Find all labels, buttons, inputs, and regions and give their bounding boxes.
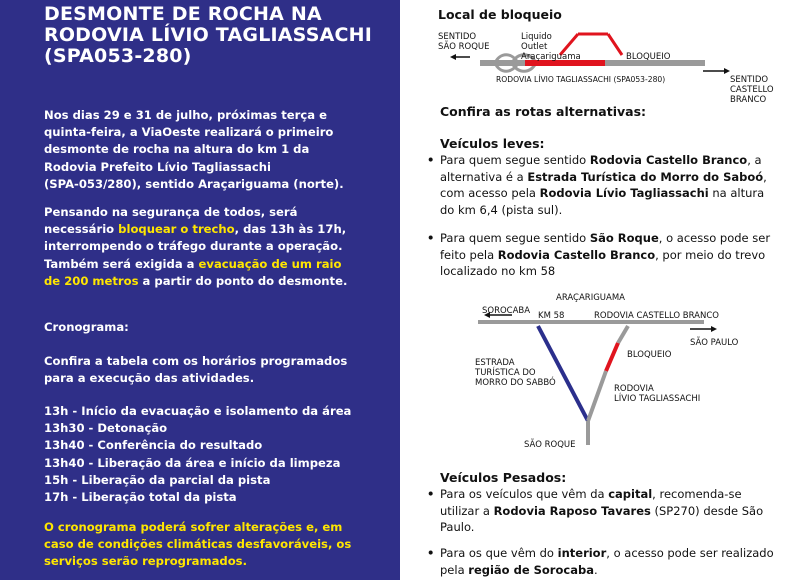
label-outlet: Outlet: [521, 42, 548, 52]
text: a partir do ponto do desmonte.: [138, 273, 348, 288]
highlight-text: de 200 metros: [44, 273, 139, 288]
text: Para quem segue sentido: [440, 231, 590, 245]
leves-bullet-1: [440, 152, 780, 218]
label-road: RODOVIA LÍVIO TAGLIASSACHI (SPA053-280): [496, 75, 666, 84]
road-livio-top: [618, 326, 628, 343]
highlight-text: evacuação de um raio: [198, 256, 342, 271]
label-liquido: Liquido: [521, 32, 552, 42]
label-aracariguama: Araçariguama: [521, 52, 581, 62]
alternative-routes-map: [400, 285, 796, 455]
label-sorocaba: SOROCABA: [482, 306, 531, 316]
text: , o acesso pode ser realizado pela: [440, 546, 774, 577]
label-sao-roque: SÃO ROQUE: [524, 440, 576, 450]
pesados-bullet-2: [440, 545, 780, 578]
bold-text: São Roque: [589, 231, 659, 245]
bold-text: Rodovia Castello Branco: [497, 247, 656, 262]
road-estrada-turistica: [538, 326, 588, 421]
intro-paragraph: [44, 107, 344, 193]
title-line: (SPA053-280): [44, 45, 192, 67]
schedule-item: 15h - Liberação da parcial da pista: [44, 472, 271, 487]
road-livio-blocked: [606, 343, 618, 371]
rotas-heading: Confira as rotas alternativas:: [440, 104, 647, 119]
intro-line: Nos dias 29 e 31 de julho, próximas terça e: [44, 108, 327, 122]
road-livio-bottom: [588, 371, 606, 421]
block-location-map: [400, 0, 796, 108]
text: , o acesso pode ser feito pela: [440, 231, 771, 262]
safety-paragraph: [44, 204, 347, 290]
safety-line: [44, 273, 347, 290]
label-sao-paulo: SÃO PAULO: [690, 338, 739, 348]
text: necessário: [44, 222, 119, 237]
safety-line: interrompendo o tráfego durante a operação.: [44, 239, 343, 254]
leves-bullet-2: [440, 230, 780, 280]
highlight-text: bloquear o trecho: [118, 222, 235, 237]
text: , com acesso pela: [440, 169, 767, 201]
table-intro: [44, 353, 347, 387]
text: Também será exigida a: [44, 256, 199, 271]
label-sao-roque: SÃO ROQUE: [438, 42, 490, 52]
bold-text: Rodovia Lívio Tagliassachi: [539, 186, 709, 201]
text: , por meio do trevo localizado no km 58: [440, 247, 766, 279]
cronograma-heading: Cronograma:: [44, 320, 129, 334]
note-line: O cronograma poderá sofrer alterações e, em: [44, 520, 343, 534]
label-sentido: SENTIDO: [730, 75, 769, 85]
page-title: [44, 4, 372, 67]
intro-line: Rodovia Prefeito Lívio Tagliassachi: [44, 159, 271, 174]
text: , a alternativa é a: [440, 153, 762, 184]
label-livio: LÍVIO TAGLIASSACHI: [614, 394, 701, 404]
label-turistica: TURÍSTICA DO: [475, 368, 536, 378]
schedule-item: 13h30 - Detonação: [44, 421, 168, 436]
intro-line: (SPA-053/280), sentido Araçariguama (norte).: [44, 176, 344, 191]
text: (SP270) desde São Paulo.: [440, 503, 764, 535]
pesados-heading: Veículos Pesados:: [440, 470, 567, 485]
safety-line: Pensando na segurança de todos, será: [44, 205, 298, 219]
arrow-head-right-icon: [724, 68, 730, 74]
text: Para os que vêm do: [440, 546, 558, 560]
label-km58: KM 58: [538, 311, 565, 321]
intro-line: quinta-feira, a ViaOeste realizará o primeiro: [44, 125, 334, 140]
schedule-item: 13h40 - Conferência do resultado: [44, 438, 263, 453]
bold-text: região de Sorocaba: [468, 562, 594, 577]
text: Para quem segue sentido: [440, 153, 590, 167]
pesados-bullet-1: [440, 486, 780, 536]
schedule-item: 13h - Início da evacuação e isolamento da área: [44, 404, 352, 418]
arrow-head-right-icon: [711, 326, 717, 332]
bold-text: capital: [608, 487, 653, 501]
safety-line: [44, 256, 347, 273]
outlet-access-right: [608, 34, 622, 55]
label-bloqueio: BLOQUEIO: [627, 350, 672, 360]
text: na altura do km 6,4 (pista sul).: [440, 186, 765, 217]
arrow-head-left-icon: [450, 54, 456, 60]
text: .: [593, 562, 598, 577]
intro-line: desmonte de rocha na altura do km 1 da: [44, 142, 310, 157]
note-line: caso de condições climáticas desfavoráveis, os: [44, 537, 352, 552]
table-intro-line: Confira a tabela com os horários programados: [44, 354, 348, 368]
schedule-list: [44, 403, 351, 506]
schedule-note: [44, 519, 351, 571]
text: , recomenda-se utilizar a: [440, 487, 742, 518]
bold-text: Rodovia Castello Branco: [589, 153, 748, 167]
leves-heading: Veículos leves:: [440, 136, 545, 151]
label-castello: CASTELLO: [730, 85, 774, 95]
label-branco: BRANCO: [730, 95, 767, 105]
title-line: RODOVIA LÍVIO TAGLIASSACHI: [44, 24, 373, 46]
label-rodovia: RODOVIA: [614, 384, 654, 394]
bold-text: Estrada Turística do Morro do Saboó: [527, 169, 764, 184]
table-intro-line: para a execução das atividades.: [44, 371, 255, 386]
schedule-item: 13h40 - Liberação da área e início da limpeza: [44, 455, 341, 470]
label-estrada: ESTRADA: [475, 358, 515, 368]
schedule-item: 17h - Liberação total da pista: [44, 490, 237, 505]
bold-text: Rodovia Raposo Tavares: [493, 503, 651, 518]
safety-line: [44, 221, 347, 238]
right-panel: [400, 0, 796, 580]
label-morro: MORRO DO SABBÓ: [475, 378, 556, 388]
label-castello: RODOVIA CASTELLO BRANCO: [594, 311, 719, 321]
label-aracariguama: ARAÇARIGUAMA: [556, 293, 625, 303]
bold-text: interior: [557, 546, 607, 560]
map-title: Local de bloqueio: [438, 7, 562, 22]
note-line: serviços serão reprogramados.: [44, 554, 247, 569]
text: , das 13h às 17h,: [234, 222, 347, 237]
title-line: DESMONTE DE ROCHA NA: [44, 3, 322, 25]
label-bloqueio: BLOQUEIO: [626, 52, 671, 62]
text: Para os veículos que vêm da: [440, 487, 609, 501]
label-sentido: SENTIDO: [438, 32, 477, 42]
